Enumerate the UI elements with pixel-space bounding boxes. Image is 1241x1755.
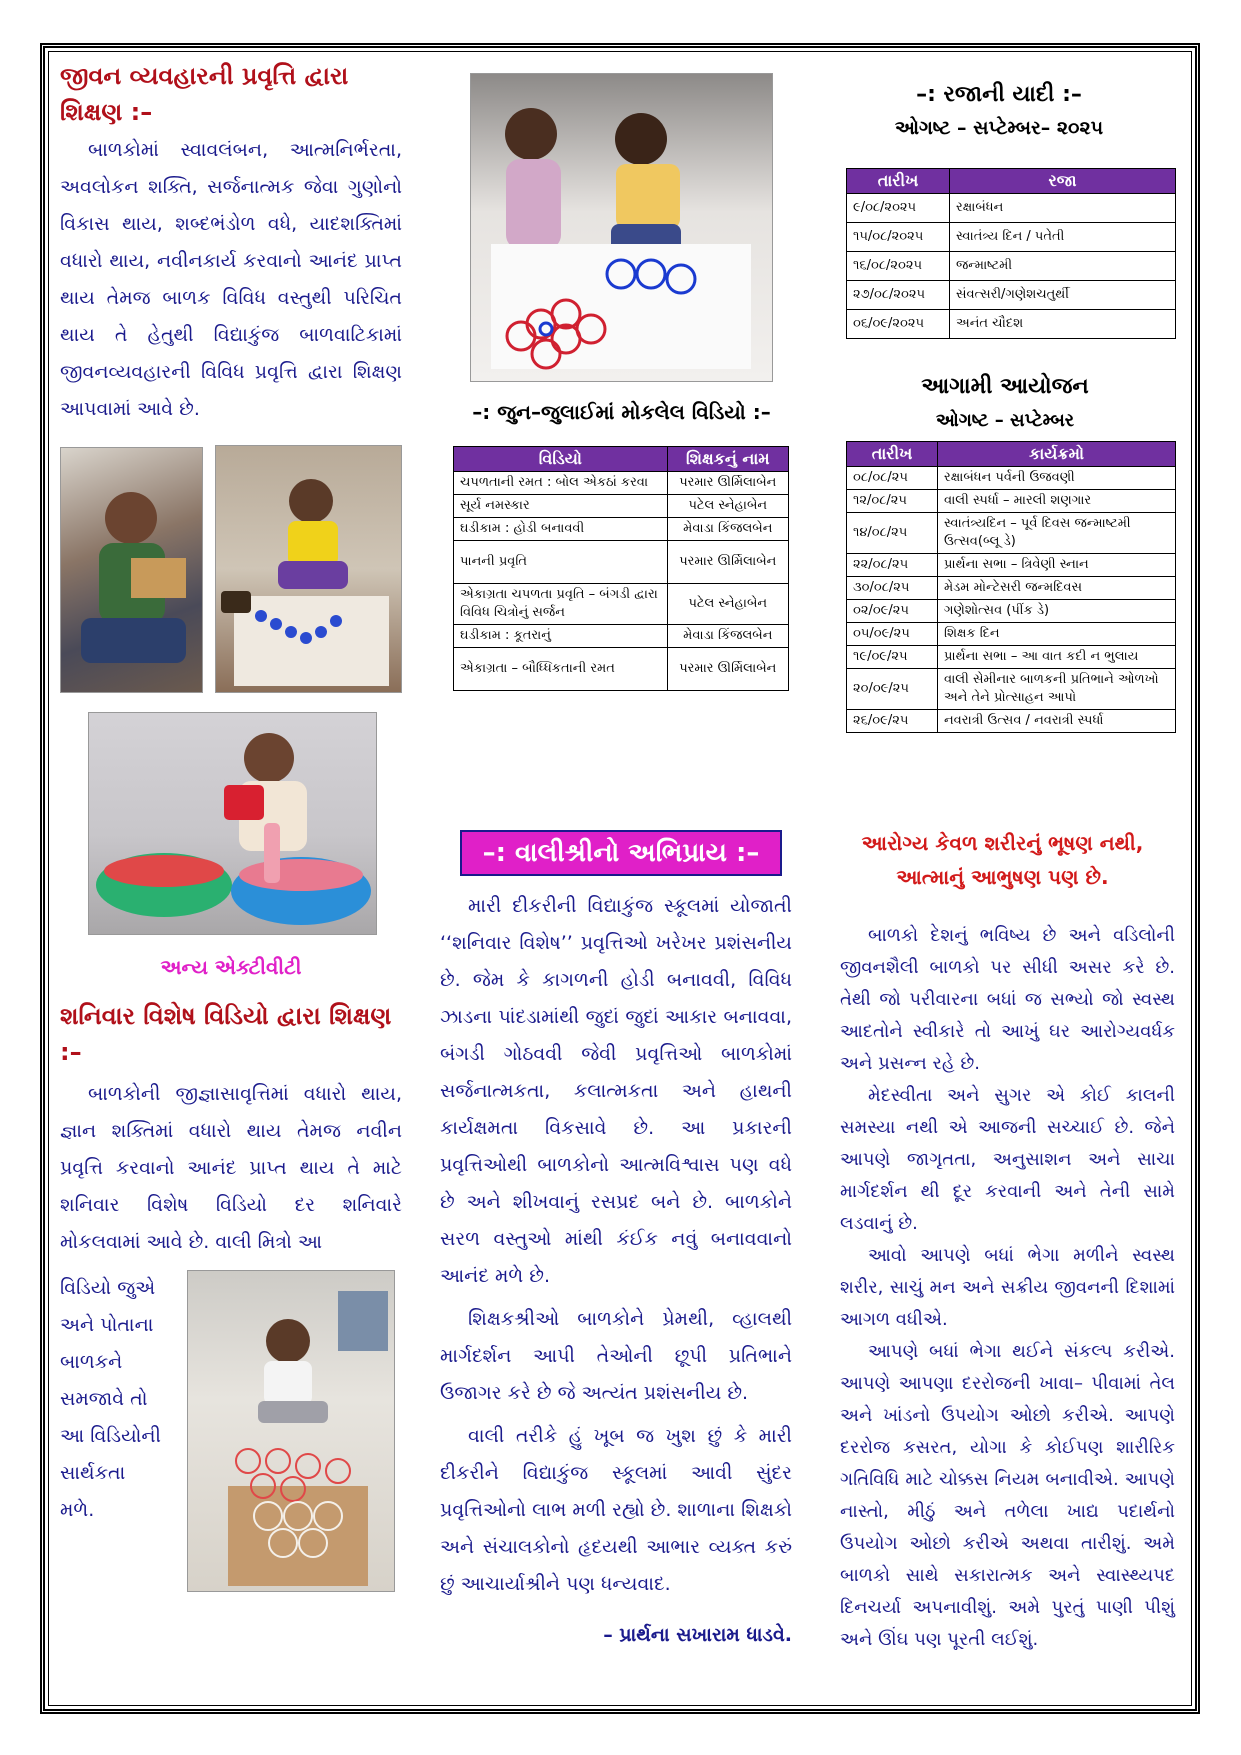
- table-row: [847, 623, 1176, 646]
- photo-children-rings-illustration: [471, 74, 773, 382]
- upcoming-events-title: આગામી આયોજન: [921, 374, 1089, 399]
- event-program-cell: રક્ષાબંધન પર્વની ઉજવણી: [938, 467, 1176, 490]
- column-left: [60, 58, 402, 428]
- event-program-cell: પ્રાર્થના સભા – ત્રિવેણી સ્નાન: [938, 554, 1176, 577]
- opinion-paragraph-2: શિક્ષકશ્રીઓ બાળકોને પ્રેમથી, વ્હાલથી માર્ગદર્શન આપી તેઓની છૂપી પ્રતિભાને ઉજાગર કરે છે જે અત્યંત પ્રશંસનીય છે.: [440, 1308, 792, 1404]
- event-program-cell: મેડમ મોન્ટેસરી જન્મદિવસ: [938, 577, 1176, 600]
- event-date-cell: ૦૮/૦૮/૨૫: [847, 467, 938, 490]
- side-line: અને પોતાના: [60, 1314, 154, 1336]
- event-program-cell: વાલી સ્પર્ધા – મારલી શણગાર: [938, 490, 1176, 513]
- photo-children-rings: [470, 73, 773, 382]
- event-program-cell: વાલી સેમીનાર બાળકની પ્રતિભાને ઓળખો અને તેને પ્રોત્સાહન આપો: [938, 669, 1176, 710]
- teacher-cell: મેવાડા કિંજલબેન: [667, 625, 788, 648]
- parent-opinion: [440, 888, 792, 1654]
- event-program-cell: શિક્ષક દિન: [938, 623, 1176, 646]
- health-paragraph-2: મેદસ્વીતા અને સુગર એ કોઈ કાલની સમસ્યા નથી એ આજની સચ્ચાઈ છે. જેને આપણે જાગૃતતા, અનુસાશન અને સાચા માર્ગદર્શન થી દૂર કરવાની અને તેની સામે લડવાનું છે.: [840, 1085, 1175, 1234]
- video-cell: સૂર્ય નમસ્કાર: [454, 495, 668, 518]
- parent-opinion-title: –: વાલીશ્રીનો અભિપ્રાય :–: [460, 830, 782, 876]
- date-cell: ૧૬/૦૮/૨૦૨૫: [847, 252, 950, 281]
- photo-child-tying: [60, 447, 203, 693]
- teacher-cell: પરમાર ઊર્મિલાબેન: [667, 648, 788, 691]
- photo-child-circles-illustration: [216, 446, 402, 693]
- health-section: [840, 920, 1175, 1656]
- life-skills-heading: જીવન વ્યવહારની પ્રવૃત્તિ દ્વારા શિક્ષણ :–: [60, 62, 349, 126]
- date-cell: ૯/૦૮/૨૦૨૫: [847, 194, 950, 223]
- holiday-cell: સ્વાતંત્ર્ય દિન / પતેતી: [950, 223, 1176, 252]
- table-row: [847, 600, 1176, 623]
- teacher-cell: પરમાર ઊર્મિલાબેન: [667, 472, 788, 495]
- event-date-cell: ૧૯/૦૯/૨૫: [847, 646, 938, 669]
- event-program-header: કાર્યક્રમો: [938, 442, 1176, 467]
- photo-child-tying-illustration: [61, 448, 203, 693]
- event-program-cell: નવરાત્રી ઉત્સવ / નવરાત્રી સ્પર્ધા: [938, 710, 1176, 733]
- video-cell: ઘડીકામ : કૂતરાનું: [454, 625, 668, 648]
- saturday-heading: શનિવાર વિશેષ વિડિયો દ્વારા શિક્ષણ :–: [60, 1002, 392, 1066]
- table-row: [454, 541, 789, 584]
- date-cell: ૧૫/૦૮/૨૦૨૫: [847, 223, 950, 252]
- teacher-cell: પટેલ સ્નેહાબેન: [667, 584, 788, 625]
- life-skills-paragraph: બાળકોમાં સ્વાવલંબન, આત્મનિર્ભરતા, અવલોકન શક્તિ, સર્જનાત્મક જેવા ગુણોનો વિકાસ થાય, શબ્દભંડોળ વધે, યાદશક્તિમાં વધારો થાય, નવીનકાર્ય કરવાનો આનંદ પ્રાપ્ત થાય તેમજ બાળક વિવિધ વસ્તુથી પરિચિત થાય તે હેતુથી વિદ્યાકુંજ બાળવાટિકામાં જીવનવ્યવહારની વિવિધ પ્રવૃત્તિ દ્વારા શિક્ષણ આપવામાં આવે છે.: [60, 139, 402, 420]
- video-cell: એકાગ્રતા – બૌધ્ધિકતાની રમત: [454, 648, 668, 691]
- event-date-cell: ૦૨/૦૯/૨૫: [847, 600, 938, 623]
- event-date-cell: ૧૪/૦૮/૨૫: [847, 513, 938, 554]
- side-line: સાર્થકતા: [60, 1462, 126, 1484]
- table-row: [454, 584, 789, 625]
- teacher-header: શિક્ષકનું નામ: [667, 447, 788, 472]
- video-cell: એકાગ્રતા ચપળતા પ્રવૃતિ – બંગડી દ્વારા વિવિધ ચિત્રોનું સર્જન: [454, 584, 668, 625]
- health-paragraph-4: આપણે બધાં ભેગા થઈને સંકલ્પ કરીએ. આપણે આપણા દરરોજની ખાવા– પીવામાં તેલ અને ખાંડનો ઉપયોગ ઓછો કરીએ. આપણે દરરોજ કસરત, યોગા કે કોઈપણ શારીરિક ગતિવિધિ માટે ચોક્કસ નિયમ બનાવીએ. આપણે નાસ્તો, મીઠું અને તળેલા ખાદ્ય પદાર્થનો ઉપયોગ ઓછો કરીએ અથવા તારીશું. અમે બાળકો સાથે સકારાત્મક અને સ્વાસ્થ્યપદ દિનચર્યા અપનાવીશું. અમે પુરતું પાણી પીશું અને ઊંઘ પણ પૂરતી લઈશું.: [840, 1341, 1175, 1650]
- event-date-cell: ૩૦/૦૮/૨૫: [847, 577, 938, 600]
- table-row: [847, 710, 1176, 733]
- photo-child-rings: [187, 1270, 395, 1592]
- holiday-cell: રક્ષાબંધન: [950, 194, 1176, 223]
- table-row: [847, 252, 1176, 281]
- saturday-side-text: [60, 1270, 175, 1529]
- side-line: બાળકને: [60, 1351, 123, 1373]
- video-table: [453, 446, 789, 691]
- date-cell: ૨૭/૦૮/૨૦૨૫: [847, 281, 950, 310]
- holiday-cell: જન્માષ્ટમી: [950, 252, 1176, 281]
- table-row: [847, 669, 1176, 710]
- opinion-signature: – પ્રાર્થના સખારામ ધાડવે.: [603, 1624, 792, 1646]
- opinion-paragraph-1: મારી દીકરીની વિદ્યાકુંજ સ્કૂલમાં યોજાતી ‘‘શનિવાર વિશેષ’’ પ્રવૃત્તિઓ ખરેખર પ્રશંસનીય છે. જેમ કે કાગળની હોડી બનાવવી, વિવિધ ઝાડના પાંદડામાંથી જુદાં જુદાં આકાર બનાવવા, બંગડી ગોઠવવી જેવી પ્રવૃત્તિઓ બાળકોમાં સર્જનાત્મકતા, કલાત્મકતા અને હાથની કાર્યક્ષમતા વિકસાવે છે. આ પ્રકારની પ્રવૃત્તિઓથી બાળકોનો આત્મવિશ્વાસ પણ વધે છે અને શીખવાનું રસપ્રદ બને છે. બાળકોને સરળ વસ્તુઓ માંથી કંઈક નવું બનાવવાનો આનંદ મળે છે.: [440, 895, 792, 1287]
- event-date-cell: ૨૦/૦૯/૨૫: [847, 669, 938, 710]
- side-line: સમજાવે તો: [60, 1388, 148, 1410]
- table-row: [847, 223, 1176, 252]
- health-paragraph-3: આવો આપણે બધાં ભેગા મળીને સ્વસ્થ શરીર, સાચું મન અને સક્રીય જીવનની દિશામાં આગળ વધીએ.: [840, 1245, 1175, 1330]
- event-program-cell: પ્રાર્થના સભા – આ વાત કદી ન ભુલાય: [938, 646, 1176, 669]
- column-left-bottom: [60, 998, 402, 1261]
- holiday-list-title: –: રજાની યાદી :–: [916, 82, 1082, 107]
- video-cell: ઘડીકામ : હોડી બનાવવી: [454, 518, 668, 541]
- photo-child-pouring-illustration: [89, 713, 377, 935]
- video-cell: પાનની પ્રવૃતિ: [454, 541, 668, 584]
- event-program-cell: સ્વાતંત્ર્યદિન – પૂર્વ દિવસ જન્માષ્ટમી ઉત્સવ(બ્લૂ ડે): [938, 513, 1176, 554]
- table-row: [847, 490, 1176, 513]
- saturday-paragraph: બાળકોની જીજ્ઞાસાવૃત્તિમાં વધારો થાય, જ્ઞાન શક્તિમાં વધારો થાય તેમજ નવીન પ્રવૃત્તિ કરવાનો આનંદ પ્રાપ્ત થાય તે માટે શનિવાર વિશેષ વિડિયો દર શનિવારે મોકલવામાં આવે છે. વાલી મિત્રો આ: [60, 1083, 402, 1253]
- video-cell: ચપળતાની રમત : બોલ એકઠાં કરવા: [454, 472, 668, 495]
- holiday-cell: અનંત ચૌદશ: [950, 310, 1176, 339]
- table-row: [847, 513, 1176, 554]
- holiday-cell: સંવત્સરી/ગણેશચતુર્થી: [950, 281, 1176, 310]
- other-activity-caption: અન્ય એક્ટીવીટી: [160, 955, 302, 979]
- table-row: [847, 577, 1176, 600]
- table-row: [847, 467, 1176, 490]
- side-line: વિડિયો જુએ: [60, 1277, 156, 1299]
- table-row: [454, 625, 789, 648]
- teacher-cell: પરમાર ઊર્મિલાબેન: [667, 541, 788, 584]
- table-row: [847, 646, 1176, 669]
- health-paragraph-1: બાળકો દેશનું ભવિષ્ય છે અને વડિલોની જીવનશૈલી બાળકો પર સીધી અસર કરે છે. તેથી જો પરીવારના બધાં જ સભ્યો જો સ્વસ્થ આદતોને સ્વીકારે તો આખું ઘર આરોગ્યવર્ધક અને પ્રસન્ન રહે છે.: [840, 925, 1175, 1074]
- table-row: [847, 554, 1176, 577]
- event-date-cell: ૨૨/૦૮/૨૫: [847, 554, 938, 577]
- upcoming-events-subtitle: ઓગષ્ટ – સપ્ટેમ્બર: [935, 410, 1075, 431]
- photo-child-circles: [215, 445, 402, 693]
- video-header: વિડિયો: [454, 447, 668, 472]
- teacher-cell: મેવાડા કિંજલબેન: [667, 518, 788, 541]
- events-table: [846, 441, 1176, 733]
- holiday-list-subtitle: ઓગષ્ટ – સપ્ટેમ્બર– ૨૦૨૫: [894, 117, 1104, 139]
- holiday-table: [846, 168, 1176, 339]
- holiday-header: રજા: [950, 169, 1176, 194]
- health-quote: આરોગ્ય કેવળ શરીરનું ભૂષણ નથી, આત્માનું આભુષણ પણ છે.: [861, 831, 1144, 889]
- event-date-header: તારીખ: [847, 442, 938, 467]
- photo-child-rings-illustration: [188, 1271, 395, 1592]
- date-header: તારીખ: [847, 169, 950, 194]
- table-row: [847, 310, 1176, 339]
- table-row: [847, 194, 1176, 223]
- table-row: [454, 495, 789, 518]
- side-line: મળે.: [60, 1499, 95, 1521]
- video-list-title: –: જુન–જુલાઈમાં મોકલેલ વિડિયો :–: [472, 400, 771, 424]
- teacher-cell: પટેલ સ્નેહાબેન: [667, 495, 788, 518]
- opinion-paragraph-3: વાલી તરીકે હું ખૂબ જ ખુશ છું કે મારી દીકરીને વિદ્યાકુંજ સ્કૂલમાં આવી સુંદર પ્રવૃત્તિઓનો લાભ મળી રહ્યો છે. શાળાના શિક્ષકો અને સંચાલકોનો હૃદયથી આભાર વ્યક્ત કરું છું આચાર્યાશ્રીને પણ ધન્યવાદ.: [440, 1425, 792, 1595]
- side-line: આ વિડિયોની: [60, 1425, 161, 1447]
- table-row: [454, 472, 789, 495]
- photo-child-pouring: [88, 712, 377, 935]
- event-date-cell: ૧૨/૦૮/૨૫: [847, 490, 938, 513]
- table-row: [454, 518, 789, 541]
- event-date-cell: ૨૬/૦૯/૨૫: [847, 710, 938, 733]
- event-date-cell: ૦૫/૦૯/૨૫: [847, 623, 938, 646]
- event-program-cell: ગણેશોત્સવ (પીંક ડે): [938, 600, 1176, 623]
- table-row: [454, 648, 789, 691]
- date-cell: ૦૬/૦૯/૨૦૨૫: [847, 310, 950, 339]
- table-row: [847, 281, 1176, 310]
